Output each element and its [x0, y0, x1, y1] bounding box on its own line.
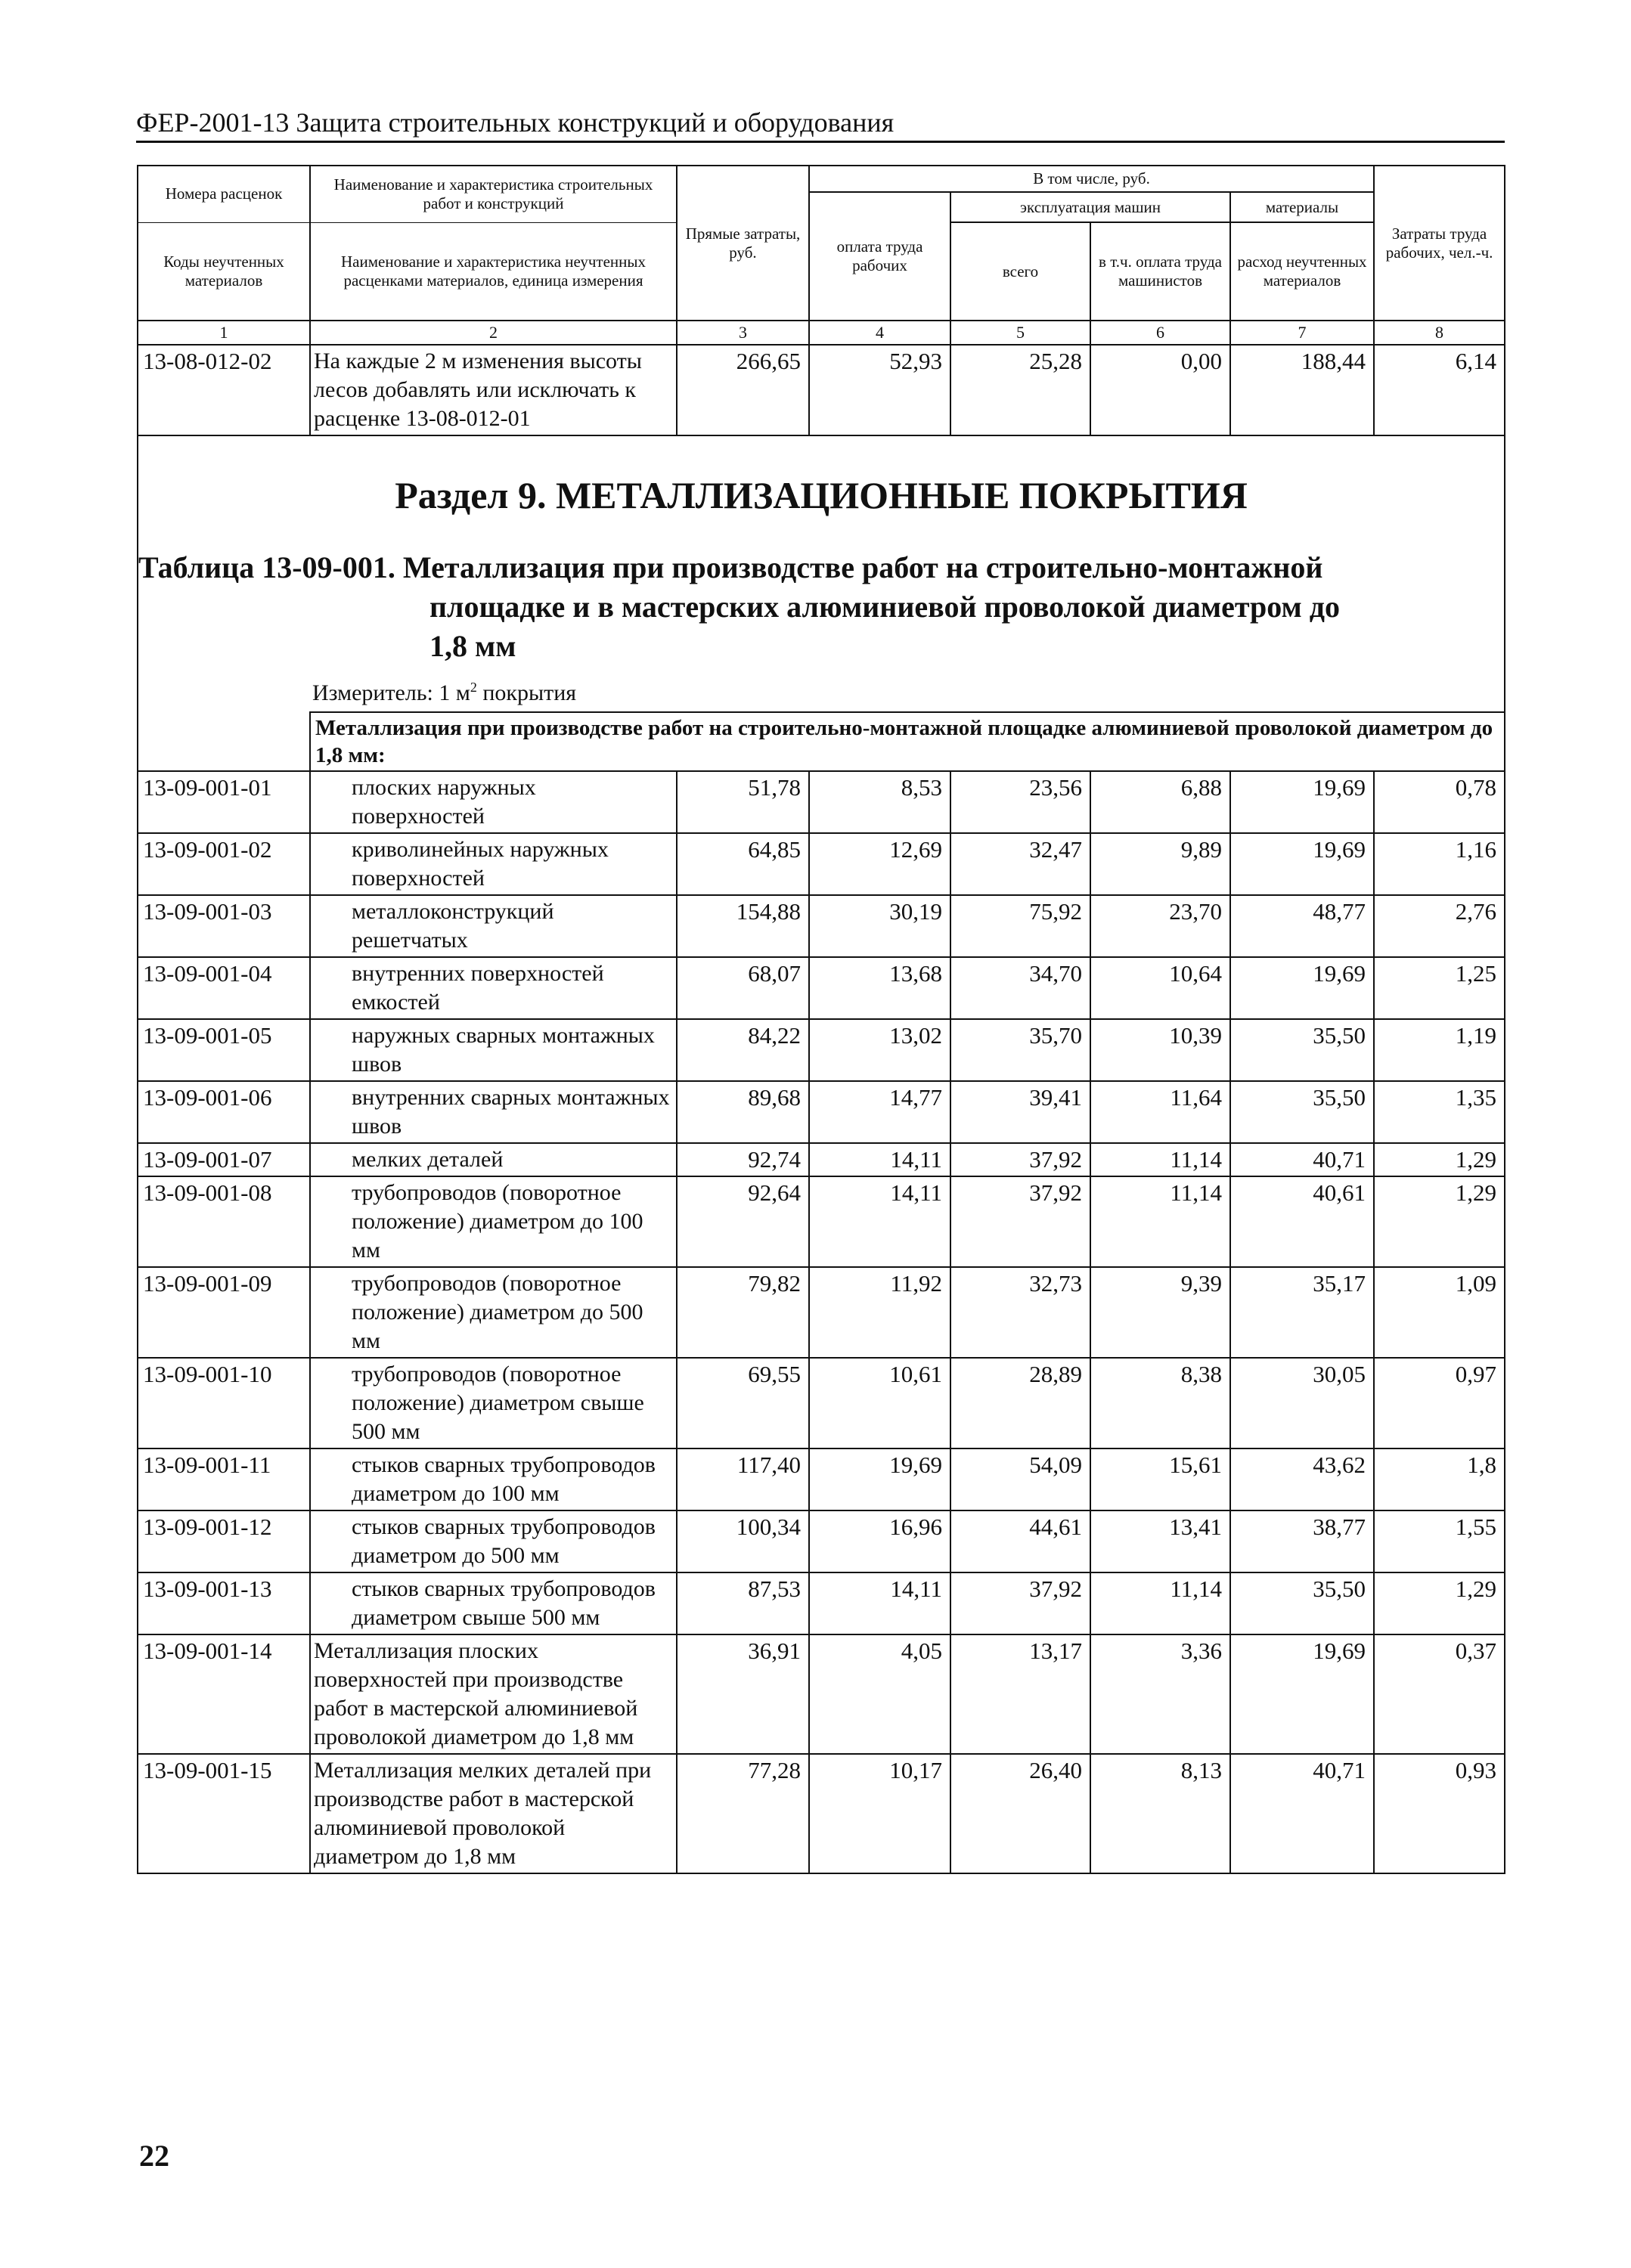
rate-name — [310, 895, 677, 957]
machines-total: 13,17 — [950, 1634, 1090, 1754]
section-block — [138, 435, 1505, 712]
rate-code: 13-09-001-06 — [138, 1081, 310, 1143]
rate-name-text: стыков сварных трубопроводов диаметром свыше 500 мм — [352, 1576, 656, 1630]
table-row — [138, 771, 1505, 833]
machines-total: 34,70 — [950, 957, 1090, 1019]
materials-cost: 19,69 — [1230, 1634, 1374, 1754]
measure-superscript: 2 — [470, 680, 477, 695]
machines-total: 32,73 — [950, 1267, 1090, 1358]
rate-code: 13-09-001-01 — [138, 771, 310, 833]
table-title — [138, 548, 1504, 666]
workers-pay: 52,93 — [809, 345, 950, 435]
direct-costs: 64,85 — [677, 833, 809, 895]
direct-costs: 117,40 — [677, 1448, 809, 1510]
direct-costs: 69,55 — [677, 1358, 809, 1448]
machinists-pay: 15,61 — [1090, 1448, 1230, 1510]
machinists-pay: 0,00 — [1090, 345, 1230, 435]
machinists-pay: 11,64 — [1090, 1081, 1230, 1143]
machinists-pay: 11,14 — [1090, 1143, 1230, 1176]
machinists-pay: 10,39 — [1090, 1019, 1230, 1081]
labor-hours: 1,29 — [1374, 1572, 1505, 1634]
labor-hours: 1,8 — [1374, 1448, 1505, 1510]
direct-costs: 154,88 — [677, 895, 809, 957]
rate-name-text: плоских наружных поверхностей — [352, 775, 536, 829]
machines-total: 23,56 — [950, 771, 1090, 833]
materials-cost: 188,44 — [1230, 345, 1374, 435]
header-col6: в т.ч. оплата труда машинистов — [1090, 222, 1230, 321]
rates-table-container — [137, 165, 1504, 1874]
workers-pay: 14,11 — [809, 1176, 950, 1267]
table-rows — [138, 771, 1505, 1873]
labor-hours: 1,55 — [1374, 1510, 1505, 1572]
column-number: 5 — [950, 321, 1090, 345]
workers-pay: 10,61 — [809, 1358, 950, 1448]
machines-total: 37,92 — [950, 1176, 1090, 1267]
column-number: 3 — [677, 321, 809, 345]
header-col2-top: Наименование и характеристика строительных работ и конструкций — [310, 166, 677, 222]
rate-code: 13-09-001-12 — [138, 1510, 310, 1572]
workers-pay: 30,19 — [809, 895, 950, 957]
header-materials: материалы — [1230, 192, 1374, 222]
rate-name-text: стыков сварных трубопроводов диаметром до 100 мм — [352, 1452, 656, 1506]
rate-code: 13-09-001-09 — [138, 1267, 310, 1358]
machinists-pay: 10,64 — [1090, 957, 1230, 1019]
header-machines: эксплуатация машин — [950, 192, 1230, 222]
direct-costs: 51,78 — [677, 771, 809, 833]
table-row — [138, 1267, 1505, 1358]
table-row — [138, 1754, 1505, 1873]
rate-name-text: внутренних поверхностей емкостей — [352, 961, 604, 1015]
materials-cost: 19,69 — [1230, 771, 1374, 833]
table-row — [138, 1176, 1505, 1267]
table-row — [138, 957, 1505, 1019]
table-header — [138, 166, 1505, 345]
column-number: 2 — [310, 321, 677, 345]
machines-total: 54,09 — [950, 1448, 1090, 1510]
group-heading: Металлизация при производстве работ на строительно-монтажной площадке алюминиевой проволокой диаметром до 1,8 мм: — [310, 712, 1505, 771]
machines-total: 44,61 — [950, 1510, 1090, 1572]
rate-name — [310, 833, 677, 895]
labor-hours: 1,19 — [1374, 1019, 1505, 1081]
column-number: 6 — [1090, 321, 1230, 345]
direct-costs: 266,65 — [677, 345, 809, 435]
rate-name — [310, 1143, 677, 1176]
rate-code: 13-09-001-04 — [138, 957, 310, 1019]
workers-pay: 11,92 — [809, 1267, 950, 1358]
materials-cost: 30,05 — [1230, 1358, 1374, 1448]
machinists-pay: 6,88 — [1090, 771, 1230, 833]
workers-pay: 4,05 — [809, 1634, 950, 1754]
rate-code: 13-09-001-13 — [138, 1572, 310, 1634]
table-row — [138, 1081, 1505, 1143]
materials-cost: 19,69 — [1230, 957, 1374, 1019]
header-col5: всего — [950, 222, 1090, 321]
rate-name — [310, 1510, 677, 1572]
labor-hours: 0,78 — [1374, 771, 1505, 833]
machines-total: 32,47 — [950, 833, 1090, 895]
rate-name — [310, 1081, 677, 1143]
table-row — [138, 1143, 1505, 1176]
group-heading-row — [138, 712, 1505, 771]
machinists-pay: 11,14 — [1090, 1572, 1230, 1634]
rate-name-text: Металлизация мелких деталей при производстве работ в мастерской алюминиевой проволокой диаметром до 1,8 мм — [314, 1758, 652, 1869]
table-body — [138, 345, 1505, 771]
workers-pay: 8,53 — [809, 771, 950, 833]
machines-total: 75,92 — [950, 895, 1090, 957]
rate-code: 13-09-001-15 — [138, 1754, 310, 1873]
rate-code: 13-09-001-03 — [138, 895, 310, 957]
column-number: 4 — [809, 321, 950, 345]
workers-pay: 19,69 — [809, 1448, 950, 1510]
materials-cost: 35,50 — [1230, 1081, 1374, 1143]
rate-name-text: мелких деталей — [352, 1147, 504, 1172]
rate-code: 13-09-001-07 — [138, 1143, 310, 1176]
machines-total: 37,92 — [950, 1143, 1090, 1176]
materials-cost: 48,77 — [1230, 895, 1374, 957]
direct-costs: 87,53 — [677, 1572, 809, 1634]
rate-code: 13-09-001-14 — [138, 1634, 310, 1754]
table-title-line3: 1,8 мм — [429, 629, 516, 663]
table-row — [138, 1510, 1505, 1572]
workers-pay: 14,77 — [809, 1081, 950, 1143]
direct-costs: 84,22 — [677, 1019, 809, 1081]
page-header: ФЕР-2001-13 Защита строительных конструкций и оборудования — [136, 106, 1505, 143]
header-including: В том числе, руб. — [809, 166, 1374, 192]
workers-pay: 14,11 — [809, 1572, 950, 1634]
materials-cost: 35,50 — [1230, 1019, 1374, 1081]
rate-code: 13-09-001-05 — [138, 1019, 310, 1081]
table-row — [138, 345, 1505, 435]
machinists-pay: 3,36 — [1090, 1634, 1230, 1754]
rate-name-text: внутренних сварных монтажных швов — [352, 1085, 670, 1139]
materials-cost: 40,71 — [1230, 1143, 1374, 1176]
rate-name-text: криволинейных наружных поверхностей — [352, 837, 609, 891]
table-title-line1: Таблица 13-09-001. Металлизация при производстве работ на строительно-монтажной — [138, 550, 1323, 584]
workers-pay: 14,11 — [809, 1143, 950, 1176]
rate-name — [310, 1267, 677, 1358]
direct-costs: 100,34 — [677, 1510, 809, 1572]
rate-name-text: стыков сварных трубопроводов диаметром до 500 мм — [352, 1514, 656, 1568]
machinists-pay: 9,39 — [1090, 1267, 1230, 1358]
labor-hours: 0,97 — [1374, 1358, 1505, 1448]
table-row — [138, 895, 1505, 957]
direct-costs: 68,07 — [677, 957, 809, 1019]
table-row — [138, 1019, 1505, 1081]
rate-name-text: наружных сварных монтажных швов — [352, 1023, 655, 1077]
machines-total: 39,41 — [950, 1081, 1090, 1143]
rate-name — [310, 957, 677, 1019]
materials-cost: 43,62 — [1230, 1448, 1374, 1510]
labor-hours: 0,37 — [1374, 1634, 1505, 1754]
rate-name-text: Металлизация плоских поверхностей при производстве работ в мастерской алюминиевой проволокой диаметром до 1,8 мм — [314, 1638, 638, 1749]
header-col1-bottom: Коды неучтенных материалов — [138, 222, 310, 321]
rate-code: 13-08-012-02 — [138, 345, 310, 435]
rate-name — [310, 1448, 677, 1510]
labor-hours: 6,14 — [1374, 345, 1505, 435]
column-number: 1 — [138, 321, 310, 345]
direct-costs: 79,82 — [677, 1267, 809, 1358]
rate-name — [310, 1019, 677, 1081]
header-col3: Прямые затраты, руб. — [677, 166, 809, 321]
machinists-pay: 9,89 — [1090, 833, 1230, 895]
table-row — [138, 1634, 1505, 1754]
machinists-pay: 23,70 — [1090, 895, 1230, 957]
machinists-pay: 8,38 — [1090, 1358, 1230, 1448]
table-row — [138, 833, 1505, 895]
machinists-pay: 8,13 — [1090, 1754, 1230, 1873]
materials-cost: 35,50 — [1230, 1572, 1374, 1634]
rate-code: 13-09-001-08 — [138, 1176, 310, 1267]
measure-label: Измеритель: 1 м — [312, 680, 470, 705]
rate-name — [310, 1634, 677, 1754]
machinists-pay: 11,14 — [1090, 1176, 1230, 1267]
rate-name: На каждые 2 м изменения высоты лесов добавлять или исключать к расценке 13-08-012-01 — [310, 345, 677, 435]
materials-cost: 40,61 — [1230, 1176, 1374, 1267]
workers-pay: 12,69 — [809, 833, 950, 895]
rate-code: 13-09-001-10 — [138, 1358, 310, 1448]
direct-costs: 92,74 — [677, 1143, 809, 1176]
machines-total: 28,89 — [950, 1358, 1090, 1448]
materials-cost: 19,69 — [1230, 833, 1374, 895]
machines-total: 37,92 — [950, 1572, 1090, 1634]
section-title: Раздел 9. МЕТАЛЛИЗАЦИОННЫЕ ПОКРЫТИЯ — [395, 474, 1248, 516]
workers-pay: 10,17 — [809, 1754, 950, 1873]
labor-hours: 1,35 — [1374, 1081, 1505, 1143]
direct-costs: 89,68 — [677, 1081, 809, 1143]
header-col7: расход неучтенных материалов — [1230, 222, 1374, 321]
labor-hours: 0,93 — [1374, 1754, 1505, 1873]
labor-hours: 1,09 — [1374, 1267, 1505, 1358]
column-number: 7 — [1230, 321, 1374, 345]
table-row — [138, 1572, 1505, 1634]
materials-cost: 40,71 — [1230, 1754, 1374, 1873]
table-row — [138, 1358, 1505, 1448]
rate-name — [310, 1358, 677, 1448]
rate-name — [310, 1176, 677, 1267]
rate-name-text: трубопроводов (поворотное положение) диаметром до 100 мм — [352, 1180, 643, 1263]
direct-costs: 77,28 — [677, 1754, 809, 1873]
measure-unit — [138, 672, 1504, 708]
labor-hours: 2,76 — [1374, 895, 1505, 957]
machines-total: 35,70 — [950, 1019, 1090, 1081]
group-heading-empty — [138, 712, 310, 771]
column-number: 8 — [1374, 321, 1505, 345]
workers-pay: 16,96 — [809, 1510, 950, 1572]
rate-name — [310, 1572, 677, 1634]
machinists-pay: 13,41 — [1090, 1510, 1230, 1572]
header-col2-bottom: Наименование и характеристика неучтенных расценками материалов, единица измерения — [310, 222, 677, 321]
table-row — [138, 1448, 1505, 1510]
rate-code: 13-09-001-02 — [138, 833, 310, 895]
rates-table — [137, 165, 1505, 1874]
materials-cost: 38,77 — [1230, 1510, 1374, 1572]
rate-name-text: трубопроводов (поворотное положение) диаметром до 500 мм — [352, 1271, 643, 1353]
rate-code: 13-09-001-11 — [138, 1448, 310, 1510]
workers-pay: 13,68 — [809, 957, 950, 1019]
labor-hours: 1,16 — [1374, 833, 1505, 895]
rate-name-text: металлоконструкций решетчатых — [352, 899, 554, 953]
labor-hours: 1,29 — [1374, 1143, 1505, 1176]
machines-total: 26,40 — [950, 1754, 1090, 1873]
labor-hours: 1,25 — [1374, 957, 1505, 1019]
header-col4: оплата труда рабочих — [809, 192, 950, 321]
measure-unit-text: покрытия — [476, 680, 577, 705]
section-row — [138, 435, 1505, 712]
workers-pay: 13,02 — [809, 1019, 950, 1081]
page-number: 22 — [139, 2139, 169, 2173]
rate-name-text: трубопроводов (поворотное положение) диаметром свыше 500 мм — [352, 1362, 644, 1444]
machines-total: 25,28 — [950, 345, 1090, 435]
header-col1-top: Номера расценок — [138, 166, 310, 222]
header-col8: Затраты труда рабочих, чел.-ч. — [1374, 166, 1505, 321]
rate-name — [310, 1754, 677, 1873]
direct-costs: 92,64 — [677, 1176, 809, 1267]
direct-costs: 36,91 — [677, 1634, 809, 1754]
labor-hours: 1,29 — [1374, 1176, 1505, 1267]
table-title-line2: площадке и в мастерских алюминиевой проволокой диаметром до — [429, 590, 1341, 624]
materials-cost: 35,17 — [1230, 1267, 1374, 1358]
rate-name — [310, 771, 677, 833]
